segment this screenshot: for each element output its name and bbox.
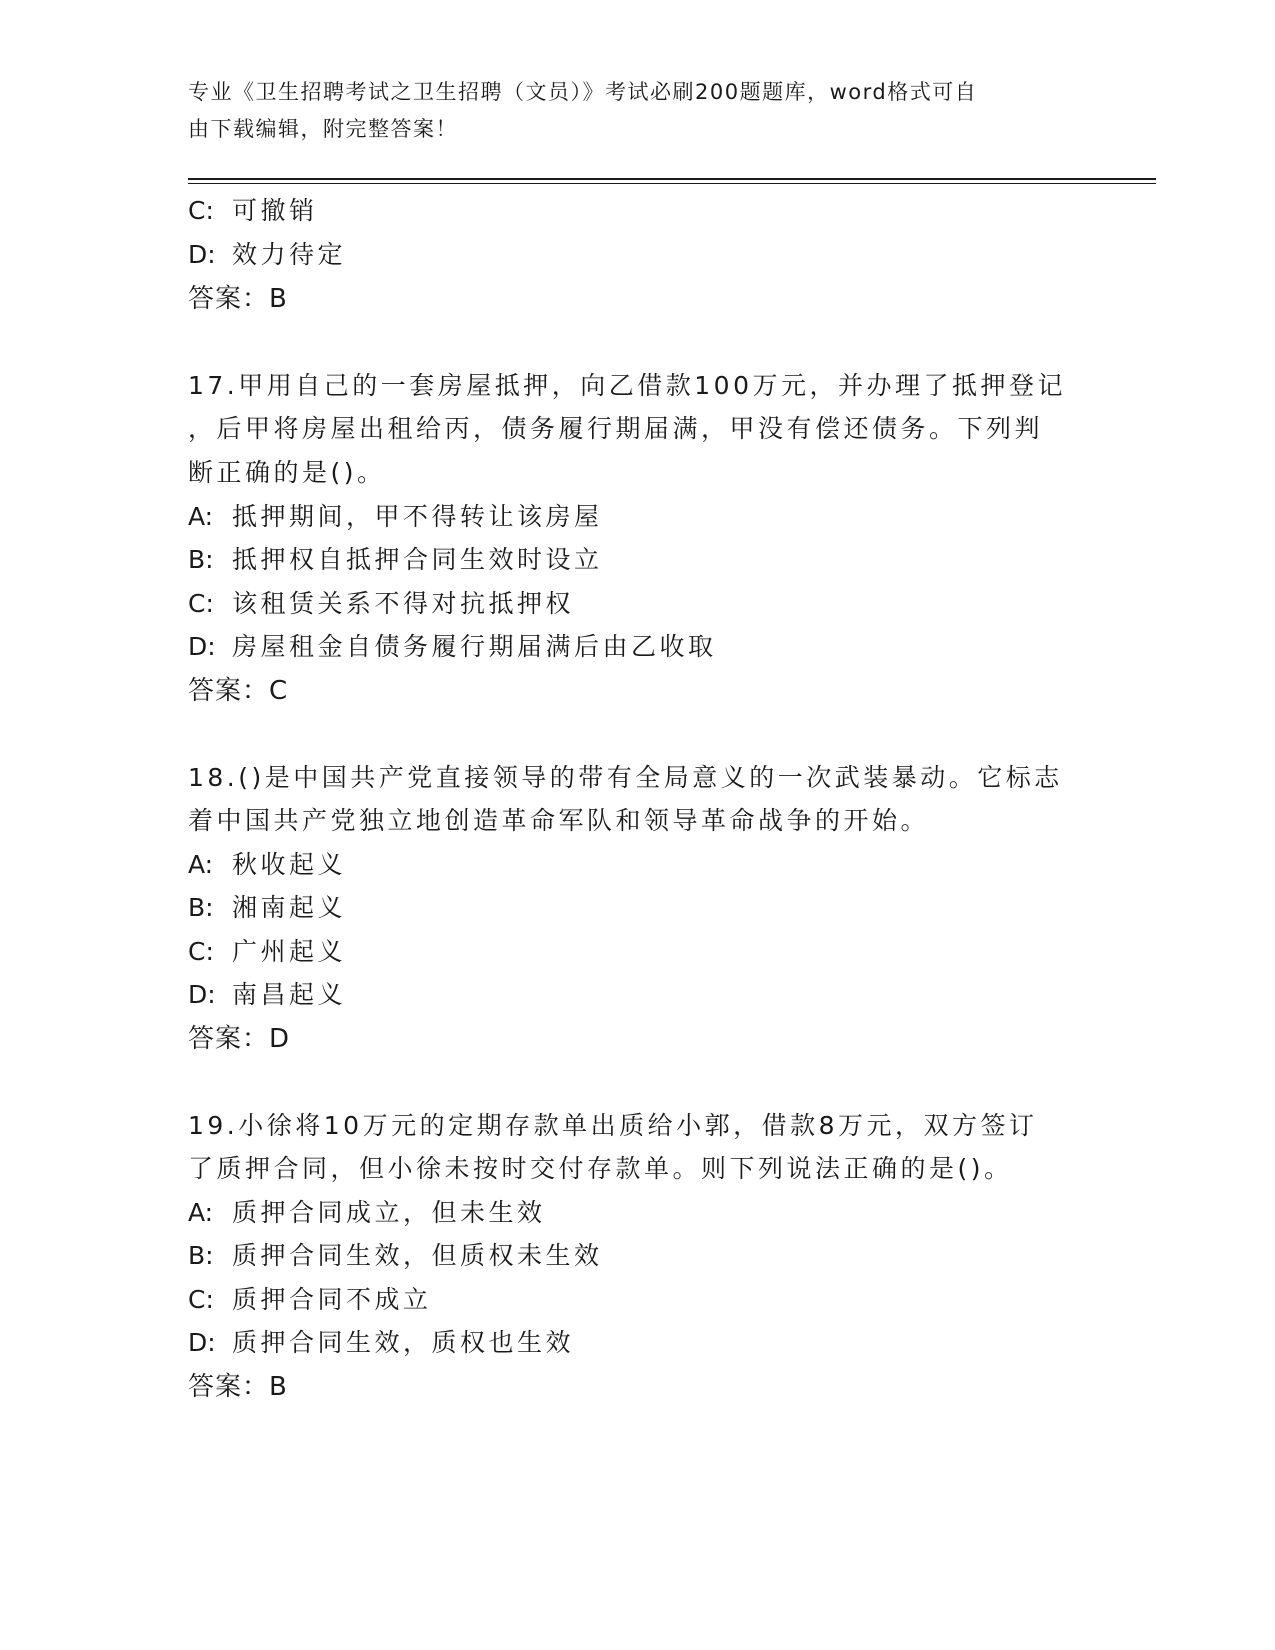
question-17-stem-line: ，后甲将房屋出租给丙，债务履行期届满，甲没有偿还债务。下列判 [188, 414, 1044, 443]
option-key: C: [188, 937, 214, 966]
option-text: 秋收起义 [232, 850, 347, 879]
option-key: D: [188, 980, 216, 1009]
option-line [188, 1198, 546, 1228]
answer-line: 答案：B [188, 1372, 288, 1402]
header-rule-thick [188, 178, 1156, 180]
question-18-stem-line: 着中国共产党独立地创造革命军队和领导革命战争的开始。 [188, 806, 930, 835]
option-key: B: [188, 1241, 214, 1270]
option-key: B: [188, 893, 214, 922]
answer-line: 答案：D [188, 1024, 291, 1054]
option-line [188, 1328, 574, 1358]
option-key: D: [188, 240, 216, 269]
option-text: 质押合同不成立 [232, 1285, 432, 1314]
option-text: 该租赁关系不得对抗抵押权 [232, 589, 575, 618]
answer-line: 答案：B [188, 284, 288, 314]
option-line [188, 1241, 603, 1271]
option-line [188, 893, 346, 923]
option-line [188, 850, 346, 880]
option-key: A: [188, 1198, 214, 1227]
option-text: 房屋租金自债务履行期届满后由乙收取 [232, 632, 717, 661]
question-17-stem-line: 17.甲用自己的一套房屋抵押，向乙借款100万元，并办理了抵押登记 [188, 371, 1066, 400]
option-text: 质押合同生效，质权也生效 [232, 1328, 575, 1357]
option-text: 抵押期间，甲不得转让该房屋 [232, 502, 603, 531]
option-line [188, 196, 318, 226]
option-key: A: [188, 502, 214, 531]
option-key: C: [188, 196, 214, 225]
document-header [188, 74, 1088, 148]
option-key: A: [188, 850, 214, 879]
option-text: 南昌起义 [232, 980, 347, 1009]
question-19-stem-line: 了质押合同，但小徐未按时交付存款单。则下列说法正确的是()。 [188, 1154, 1013, 1183]
option-line [188, 240, 346, 270]
question-17-stem-line: 断正确的是()。 [188, 458, 386, 487]
option-key: C: [188, 589, 214, 618]
option-text: 抵押权自抵押合同生效时设立 [232, 545, 603, 574]
option-text: 质押合同成立，但未生效 [232, 1198, 546, 1227]
option-key: D: [188, 1328, 216, 1357]
option-line [188, 545, 603, 575]
option-line [188, 937, 346, 967]
option-line [188, 1285, 432, 1315]
question-18-stem-line: 18.()是中国共产党直接领导的带有全局意义的一次武装暴动。它标志 [188, 763, 1063, 792]
option-line [188, 632, 717, 662]
option-line [188, 502, 603, 532]
answer-line: 答案：C [188, 676, 289, 706]
option-line [188, 589, 574, 619]
option-key: B: [188, 545, 214, 574]
header-line-1: 专业《卫生招聘考试之卫生招聘（文员）》考试必刷200题题库，word格式可自 [188, 80, 978, 104]
option-text: 可撤销 [232, 196, 318, 225]
header-rule-thin [188, 183, 1156, 184]
option-text: 效力待定 [232, 240, 347, 269]
option-text: 质押合同生效，但质权未生效 [232, 1241, 603, 1270]
option-key: C: [188, 1285, 214, 1314]
header-line-2: 由下载编辑，附完整答案！ [188, 117, 458, 141]
option-text: 湘南起义 [232, 893, 347, 922]
option-text: 广州起义 [232, 937, 347, 966]
option-line [188, 980, 346, 1010]
question-19-stem-line: 19.小徐将10万元的定期存款单出质给小郭，借款8万元，双方签订 [188, 1111, 1038, 1140]
option-key: D: [188, 632, 216, 661]
